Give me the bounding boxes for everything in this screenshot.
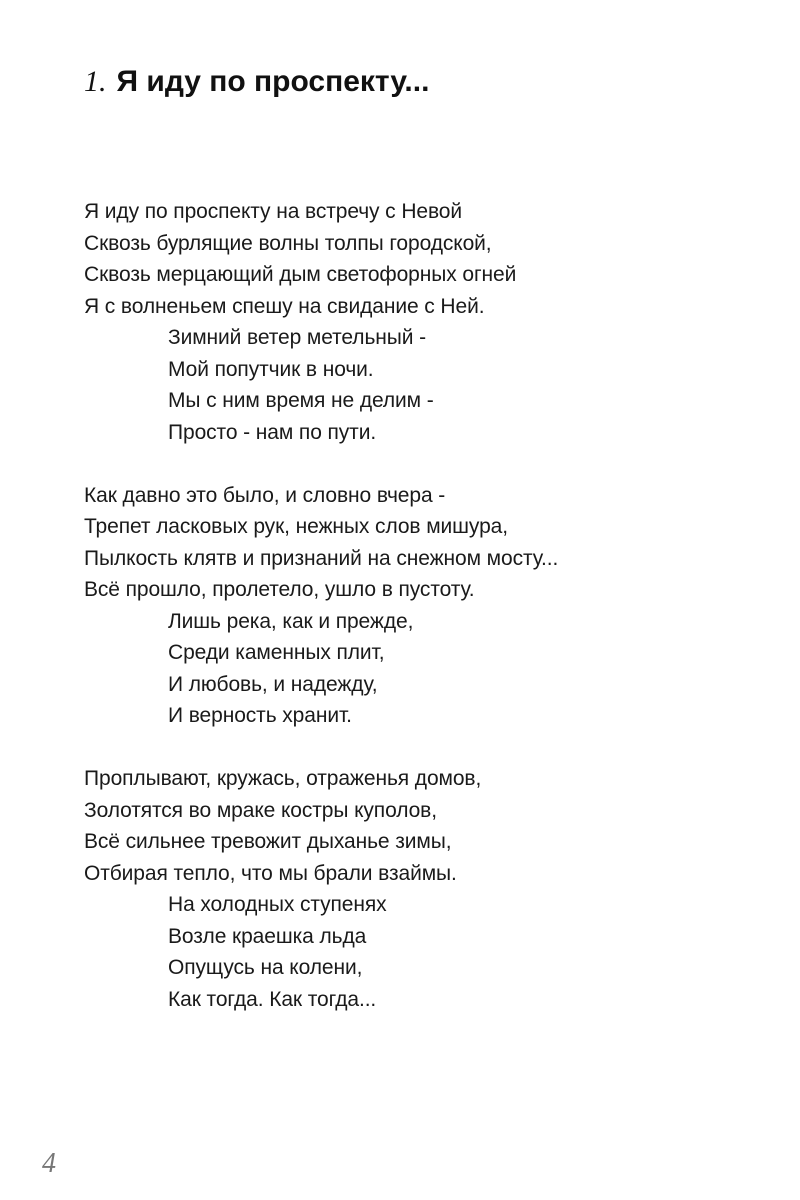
page-number: 4	[42, 1148, 56, 1179]
stanza-1	[84, 196, 764, 448]
poem-number: 1.	[84, 65, 107, 98]
refrain-line: Среди каменных плит,	[168, 641, 385, 664]
refrain-line: На холодных ступенях	[168, 893, 387, 916]
poem-title: Я иду по проспекту...	[116, 65, 430, 98]
poem-title-block	[84, 62, 504, 102]
refrain-line: Мой попутчик в ночи.	[168, 357, 374, 381]
verse-line: Пылкость клятв и признаний на снежном мосту...	[84, 546, 559, 570]
verse-line: Золотятся во мраке костры куполов,	[84, 798, 437, 822]
refrain-line: И верность хранит.	[168, 704, 352, 727]
verse-line: Отбирая тепло, что мы брали взаймы.	[84, 861, 457, 885]
verse-line: Всё сильнее тревожит дыханье зимы,	[84, 830, 452, 853]
verse-line: Я с волненьем спешу на свидание с Ней.	[84, 294, 485, 318]
stanza-2	[84, 480, 764, 732]
verse-line: Как давно это было, и словно вчера -	[84, 483, 446, 507]
refrain-line: Опущусь на колени,	[168, 956, 363, 979]
stanza-spacer	[84, 448, 764, 480]
refrain-line: Как тогда. Как тогда...	[168, 987, 377, 1011]
refrain-line: Зимний ветер метельный -	[168, 326, 427, 349]
stanza-3	[84, 763, 764, 1015]
refrain-line: Мы с ним время не делим -	[168, 389, 434, 412]
verse-line: Сквозь бурлящие волны толпы городской,	[84, 231, 492, 255]
poem-body	[84, 196, 764, 1015]
verse-line: Я иду по проспекту на встречу с Невой	[84, 200, 462, 223]
refrain-line: Лишь река, как и прежде,	[168, 609, 414, 633]
refrain-line: Возле краешка льда	[168, 924, 367, 948]
refrain-line: И любовь, и надежду,	[168, 672, 378, 696]
verse-line: Сквозь мерцающий дым светофорных огней	[84, 263, 517, 286]
verse-line: Трепет ласковых рук, нежных слов мишура,	[84, 515, 508, 538]
verse-line: Всё прошло, пролетело, ушло в пустоту.	[84, 578, 475, 601]
verse-line: Проплывают, кружась, отраженья домов,	[84, 767, 482, 790]
stanza-spacer	[84, 732, 764, 764]
refrain-line: Просто - нам по пути.	[168, 420, 377, 444]
